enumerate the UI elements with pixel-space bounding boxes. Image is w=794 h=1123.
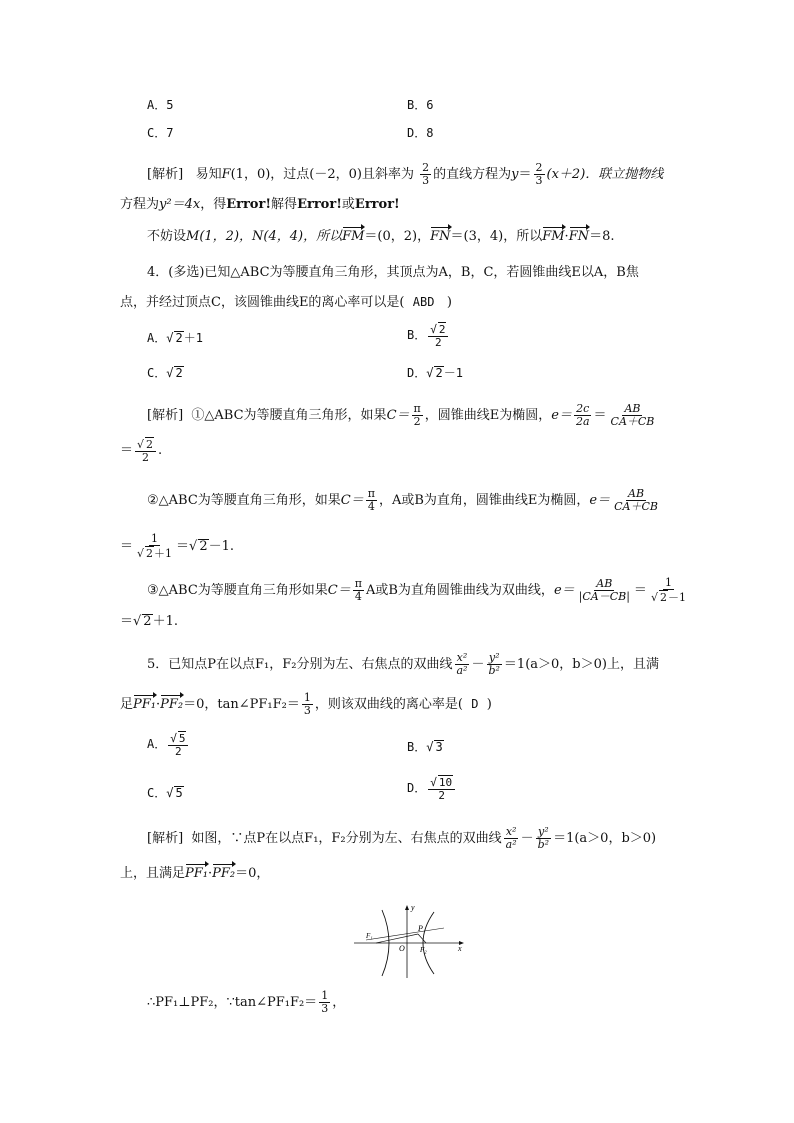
q4-option-c: C．√ 2: [147, 366, 183, 380]
option-d: D．8: [407, 126, 434, 140]
q4-stem-line2: 点，并经过顶点C，该圆锥曲线E的离心率可以是( ABD ): [120, 295, 452, 310]
q5-option-b: B．√ 3: [407, 740, 443, 754]
label-f1: F₁: [366, 932, 373, 940]
option-c: C．7: [147, 126, 174, 140]
label-y: y: [411, 903, 415, 912]
q4-solution-3: ③△ABC为等腰直角三角形如果C＝ $\frac{\pi}{4}$ A或B为直角圆锥曲线为双曲线，e＝ $\frac{AB}{|CA-CB|}$ ＝ $\frac{1}{√ 2-1}$: [147, 576, 686, 604]
q5-solution-line2: 上，且满足PF₁·PF₂＝0，: [120, 866, 270, 881]
q4-option-b: B． $\frac{√ 2}{2}$: [407, 322, 450, 349]
q4-option-a: A．√ 2＋1: [147, 331, 203, 345]
q4-solution-3-result: ＝√ 2＋1.: [120, 614, 178, 629]
solution-tag: [解析]: [147, 167, 184, 182]
option-b: B．6: [407, 98, 434, 112]
q3-solution-line2: 方程为y²＝4x，得Error!解得Error!或Error!: [120, 197, 400, 212]
option-a: A．5: [147, 98, 174, 112]
slope-fraction: $\frac{2}{3}$: [422, 161, 430, 187]
segment-pf2: [418, 934, 426, 943]
q4-solution-1-result: ＝ $\frac{√ 2}{2}$ .: [120, 438, 163, 464]
q5-stem-line2: 足PF₁·PF₂＝0，tan∠PF₁F₂＝ $\frac{1}{3}$ ，则该双曲线的离心率是( D ): [120, 691, 492, 717]
label-p: P: [418, 924, 423, 933]
q5-answer: D: [471, 697, 479, 711]
q4-solution-1: [解析] ①△ABC为等腰直角三角形，如果C＝ $\frac{\pi}{2}$ ，圆锥曲线E为椭圆，e＝ $\frac{2c}{2a}$ ＝ $\frac{AB}{CA+CB}$: [147, 402, 655, 428]
q5-option-d: D． $\frac{√ 10}{2}$: [407, 775, 457, 802]
q4-solution-2-result: ＝ $\frac{1}{√ 2+1}$ ＝√ 2－1.: [120, 532, 235, 560]
label-origin: O: [399, 944, 405, 953]
q5-option-c: C．√ 5: [147, 786, 183, 800]
q4-option-d: D．√ 2－1: [407, 366, 463, 380]
q4-answer: ABD: [412, 295, 435, 309]
y-axis-arrow: [405, 905, 409, 910]
guide-line: [366, 928, 444, 940]
q5-final-line: ∴PF₁⊥PF₂，∵tan∠PF₁F₂＝ $\frac{1}{3}$ ，: [147, 989, 346, 1015]
label-f2: F₂: [420, 946, 427, 954]
q5-stem-line1: 5．已知点P在以点F₁，F₂分别为左、右焦点的双曲线 $\frac{\text{x²}}{\text{a²}}$ － $\frac{\text{y²}}{\text{b²}}$ ＝1(a＞0，b＞0)上，且满: [147, 651, 659, 677]
q5-solution-line1: [解析] 如图，∵点P在以点F₁，F₂分别为左、右焦点的双曲线 $\frac{\text{x²}}{\text{a²}}$ － $\frac{\text{y²}}{\text{b²}}$ ＝1(a＞0，b＞0): [147, 825, 657, 851]
q4-solution-2: ②△ABC为等腰直角三角形，如果C＝ $\frac{\pi}{4}$ ，A或B为直角，圆锥曲线E为椭圆，e＝ $\frac{AB}{CA+CB}$: [147, 487, 658, 513]
label-x: x: [458, 944, 462, 953]
q4-stem-line1: 4．(多选)已知△ABC为等腰直角三角形，其顶点为A，B，C，若圆锥曲线E以A，B焦: [147, 265, 639, 280]
q3-solution-line3: 不妨设M(1，2)，N(4，4)，所以FM＝(0，2)，FN＝(3，4)，所以FM·FN＝8.: [147, 229, 615, 244]
hyperbola-figure: [352, 900, 472, 980]
q5-option-a: A． $\frac{√ 5}{2}$: [147, 731, 190, 758]
q3-solution-line1: [解析] 易知F(1，0)，过点(－2，0)且斜率为 $\frac{2}{3}$ 的直线方程为y＝ $\frac{2}{3}$ (x＋2)．联立抛物线: [147, 161, 664, 187]
